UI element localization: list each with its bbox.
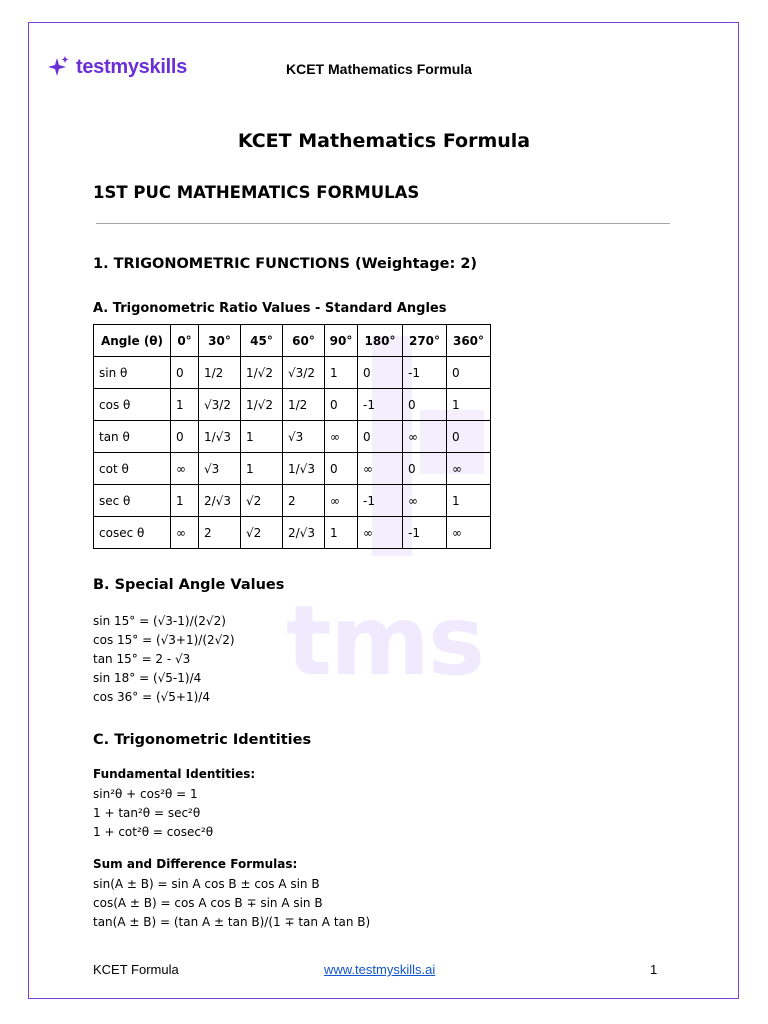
table-cell: 1 [241, 421, 283, 453]
table-cell: 0 [171, 357, 199, 389]
table-row [94, 421, 491, 453]
table-cell: 2/√3 [199, 485, 241, 517]
table-cell: 1/√3 [199, 421, 241, 453]
table-cell: 2 [199, 517, 241, 549]
table-row [94, 357, 491, 389]
table-row [94, 485, 491, 517]
table-cell: 1 [241, 453, 283, 485]
table-cell: 2 [283, 485, 325, 517]
formula-line: sin 18° = (√5-1)/4 [93, 671, 202, 685]
table-cell: 0 [171, 421, 199, 453]
formula-line: sin²θ + cos²θ = 1 [93, 787, 198, 801]
formula-line: cos 36° = (√5+1)/4 [93, 690, 210, 704]
table-header-cell: Angle (θ) [94, 325, 171, 357]
formula-line: sin 15° = (√3-1)/(2√2) [93, 614, 226, 628]
table-header-row [94, 325, 491, 357]
document-title: KCET Mathematics Formula [237, 130, 531, 152]
table-cell: -1 [403, 357, 447, 389]
table-cell: 1/2 [199, 357, 241, 389]
table-cell: cos θ [94, 389, 171, 421]
table-row [94, 517, 491, 549]
table-cell: 0 [358, 357, 403, 389]
brand-logo[interactable] [46, 54, 187, 80]
table-cell: 0 [447, 357, 491, 389]
table-cell: -1 [358, 389, 403, 421]
table-row [94, 453, 491, 485]
sum-difference-list [93, 875, 370, 932]
table-header-cell: 90° [325, 325, 358, 357]
table-cell: √3/2 [199, 389, 241, 421]
table-cell: 1 [325, 517, 358, 549]
sparkle-icon [46, 54, 70, 80]
table-cell: 1 [171, 389, 199, 421]
table-header-cell: 360° [447, 325, 491, 357]
formula-line: 1 + cot²θ = cosec²θ [93, 825, 214, 839]
brand-name: testmyskills [76, 55, 187, 78]
formula-line: 1 + tan²θ = sec²θ [93, 806, 201, 820]
trig-ratio-table [93, 324, 491, 549]
footer-label: KCET Formula [93, 962, 179, 977]
table-cell: ∞ [403, 485, 447, 517]
formula-line: cos 15° = (√3+1)/(2√2) [93, 633, 235, 647]
table-cell: 1/√3 [283, 453, 325, 485]
table-cell: 1 [171, 485, 199, 517]
table-cell: 1/2 [283, 389, 325, 421]
fundamental-identities-list [93, 785, 213, 842]
table-header-cell: 270° [403, 325, 447, 357]
table-cell: 1 [447, 485, 491, 517]
watermark: tms [286, 585, 484, 697]
table-cell: tan θ [94, 421, 171, 453]
subsection-c-heading: C. Trigonometric Identities [93, 732, 312, 748]
table-cell: ∞ [403, 421, 447, 453]
table-cell: 1 [325, 357, 358, 389]
formula-line: sin(A ± B) = sin A cos B ± cos A sin B [93, 877, 320, 891]
table-cell: -1 [358, 485, 403, 517]
footer-website-link[interactable]: www.testmyskills.ai [324, 962, 436, 977]
page-number: 1 [650, 962, 658, 977]
table-cell: √3 [283, 421, 325, 453]
table-cell: 0 [403, 453, 447, 485]
table-cell: 1/√2 [241, 389, 283, 421]
fundamental-identities-heading: Fundamental Identities: [93, 767, 256, 781]
table-cell: 0 [403, 389, 447, 421]
table-cell: 0 [447, 421, 491, 453]
table-cell: √2 [241, 517, 283, 549]
table-row [94, 389, 491, 421]
table-cell: sin θ [94, 357, 171, 389]
table-cell: 0 [358, 421, 403, 453]
table-cell: 0 [325, 389, 358, 421]
table-cell: 1/√2 [241, 357, 283, 389]
table-header-cell: 0° [171, 325, 199, 357]
table-cell: ∞ [325, 421, 358, 453]
section-title: 1ST PUC MATHEMATICS FORMULAS [93, 183, 420, 202]
formula-line: tan(A ± B) = (tan A ± tan B)/(1 ∓ tan A tan B) [93, 915, 371, 929]
table-cell: ∞ [325, 485, 358, 517]
table-cell: √2 [241, 485, 283, 517]
topic-heading: 1. TRIGONOMETRIC FUNCTIONS (Weightage: 2) [93, 256, 478, 272]
table-cell: ∞ [171, 453, 199, 485]
table-cell: 0 [325, 453, 358, 485]
formula-line: tan 15° = 2 - √3 [93, 652, 191, 666]
table-cell: ∞ [171, 517, 199, 549]
table-cell: sec θ [94, 485, 171, 517]
sum-difference-heading: Sum and Difference Formulas: [93, 857, 298, 871]
header-title: KCET Mathematics Formula [286, 61, 472, 77]
formula-line: cos(A ± B) = cos A cos B ∓ sin A sin B [93, 896, 323, 910]
table-cell: ∞ [447, 517, 491, 549]
table-cell: cosec θ [94, 517, 171, 549]
table-header-cell: 30° [199, 325, 241, 357]
table-cell: cot θ [94, 453, 171, 485]
special-values-list [93, 612, 235, 707]
table-cell: ∞ [358, 517, 403, 549]
subsection-b-heading: B. Special Angle Values [93, 577, 285, 593]
subsection-a-heading: A. Trigonometric Ratio Values - Standard Angles [93, 301, 447, 316]
table-cell: √3 [199, 453, 241, 485]
table-cell: 2/√3 [283, 517, 325, 549]
table-cell: ∞ [358, 453, 403, 485]
table-cell: √3/2 [283, 357, 325, 389]
table-cell: ∞ [447, 453, 491, 485]
table-header-cell: 180° [358, 325, 403, 357]
table-header-cell: 45° [241, 325, 283, 357]
divider [96, 223, 670, 224]
table-cell: 1 [447, 389, 491, 421]
table-header-cell: 60° [283, 325, 325, 357]
table-cell: -1 [403, 517, 447, 549]
